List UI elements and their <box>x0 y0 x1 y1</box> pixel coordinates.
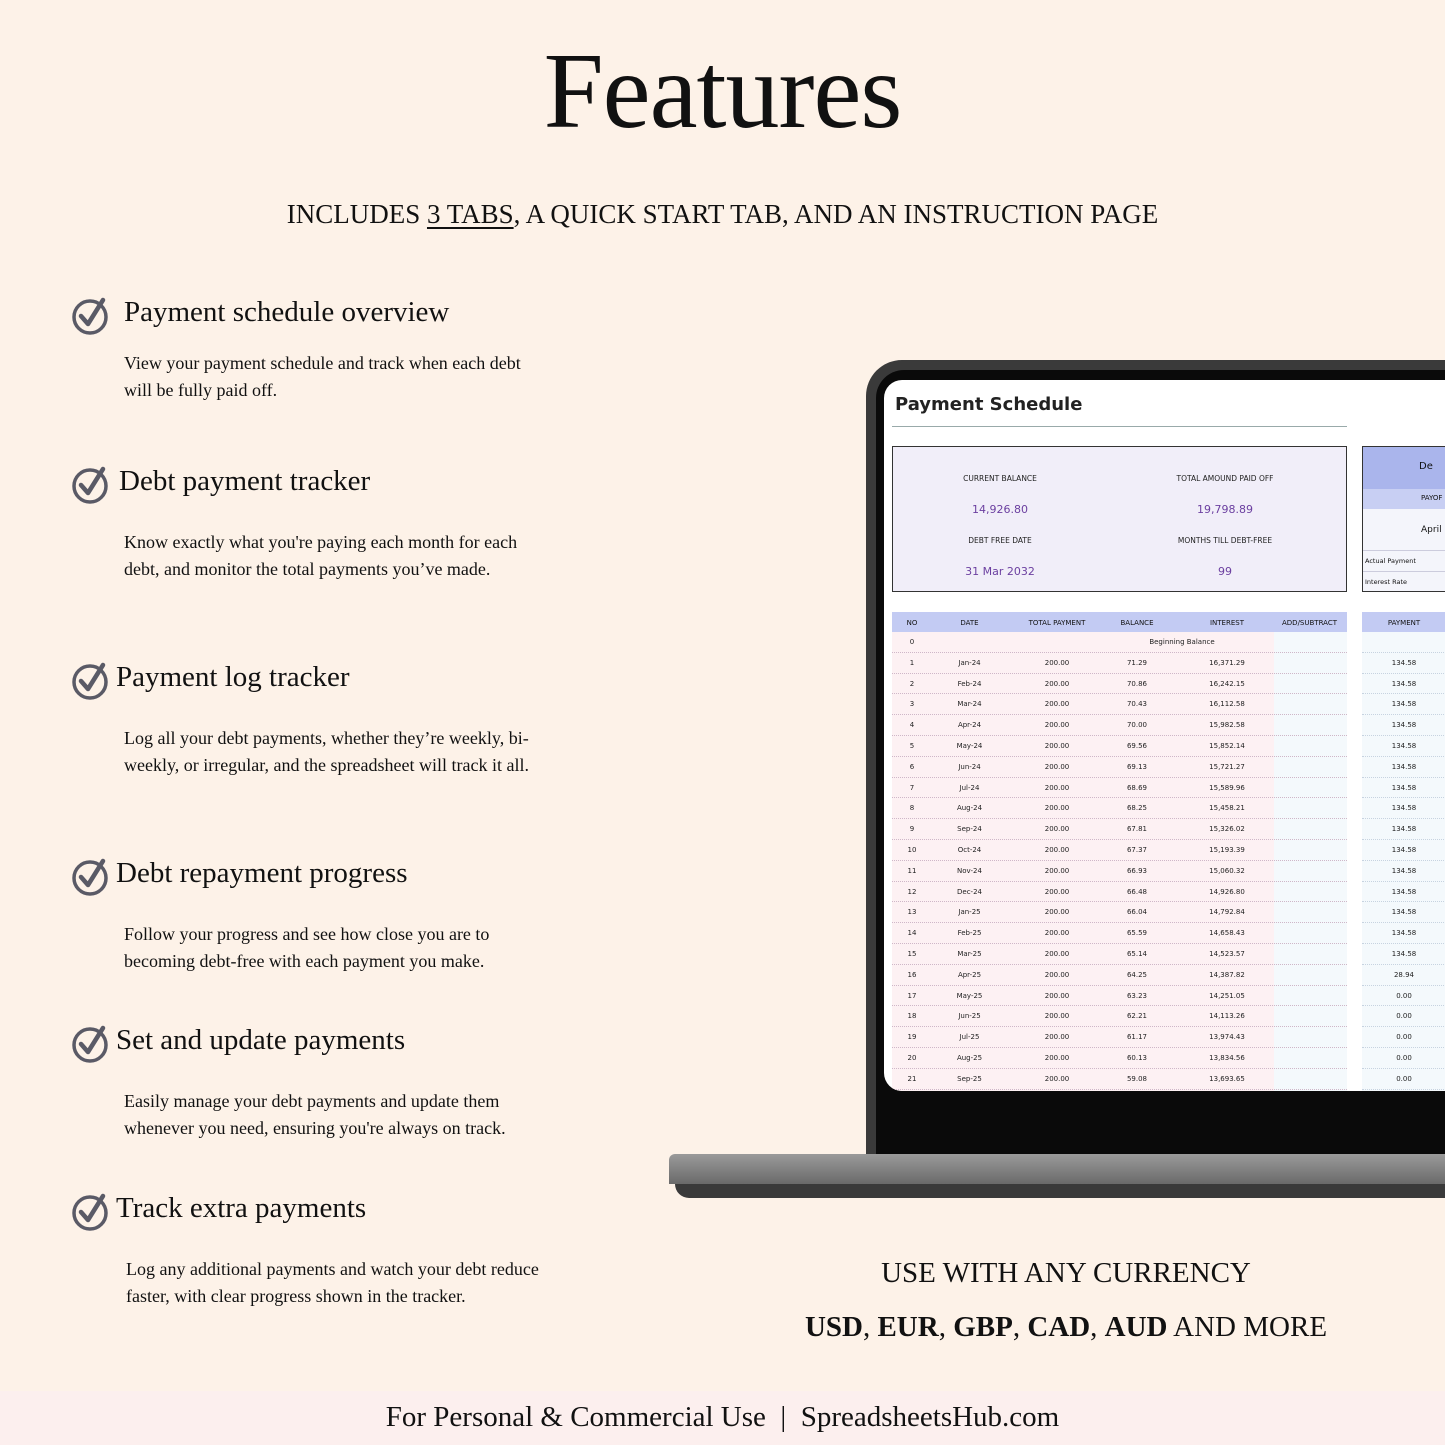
spreadsheet-title: Payment Schedule <box>895 394 1083 415</box>
row-balance: 64.25 <box>1126 970 1148 979</box>
row-total-payment: 200.00 <box>1044 721 1070 730</box>
row-number: 0 <box>909 638 915 646</box>
row-total-payment: 200.00 <box>1044 783 1070 792</box>
check-circle-icon <box>70 296 110 336</box>
row-interest: 15,982.58 <box>1209 721 1245 730</box>
row-payment: 134.58 <box>1391 804 1417 813</box>
row-date: Aug-25 <box>956 1054 983 1062</box>
row-date: Apr-25 <box>957 970 982 979</box>
row-payment: 134.58 <box>1391 762 1417 771</box>
row-payment: 134.58 <box>1391 887 1417 896</box>
feature-title: Debt payment tracker <box>119 465 371 497</box>
row-number: 16 <box>907 970 917 979</box>
row-balance: 69.56 <box>1126 742 1148 750</box>
row-date: Mar-24 <box>957 700 982 709</box>
table-header <box>892 612 1347 632</box>
row-number: 15 <box>907 950 917 958</box>
row-date: Jan-25 <box>958 908 981 917</box>
row-date: Jun-24 <box>958 762 981 771</box>
payment-column-header: PAYMENT <box>1387 619 1421 627</box>
table-row <box>892 1027 1347 1048</box>
row-balance: 71.29 <box>1126 658 1148 667</box>
row-total-payment: 200.00 <box>1044 825 1070 834</box>
subtitle <box>0 199 1445 230</box>
side-card-value: April <box>1421 525 1442 535</box>
beginning-balance-label: Beginning Balance <box>1149 638 1215 646</box>
row-interest: 16,242.15 <box>1209 679 1245 688</box>
row-number: 1 <box>909 658 915 667</box>
row-number: 19 <box>907 1033 917 1042</box>
feature-description: Log all your debt payments, whether they’re weekly, bi-weekly, or irregular, and the spreadsheet will track it all. <box>124 728 529 775</box>
row-balance: 61.17 <box>1126 1033 1148 1042</box>
currency-code: GBP <box>953 1311 1013 1343</box>
side-table-row <box>1362 986 1445 1007</box>
row-payment: 134.58 <box>1391 742 1417 750</box>
title-divider <box>892 426 1347 427</box>
side-table-row <box>1362 882 1445 903</box>
row-number: 18 <box>907 1012 917 1021</box>
row-interest: 13,974.43 <box>1209 1033 1245 1042</box>
currency-heading: USE WITH ANY CURRENCY <box>881 1257 1251 1289</box>
table-row <box>892 965 1347 986</box>
side-table-row <box>1362 736 1445 757</box>
page-title: Features <box>543 32 902 151</box>
table-row <box>892 778 1347 799</box>
table-row <box>892 902 1347 923</box>
check-circle-icon <box>70 661 110 701</box>
footer: For Personal & Commercial Use | SpreadsheetsHub.com <box>0 1391 1445 1445</box>
table-row <box>892 819 1347 840</box>
row-total-payment: 200.00 <box>1044 658 1070 667</box>
row-number: 10 <box>907 846 917 854</box>
row-total-payment: 200.00 <box>1044 742 1070 750</box>
row-number: 11 <box>907 866 917 875</box>
row-number: 6 <box>909 762 915 771</box>
row-date: Jan-24 <box>958 658 981 667</box>
side-table-row <box>1362 902 1445 923</box>
table-row <box>892 653 1347 674</box>
side-table-row <box>1362 653 1445 674</box>
row-total-payment: 200.00 <box>1044 762 1070 771</box>
row-total-payment: 200.00 <box>1044 1054 1070 1062</box>
row-date: Feb-24 <box>957 679 982 688</box>
row-interest: 14,926.80 <box>1209 887 1245 896</box>
row-total-payment: 200.00 <box>1044 1033 1070 1042</box>
side-table-row <box>1362 715 1445 736</box>
feature-title: Payment schedule overview <box>124 296 450 328</box>
row-payment: 134.58 <box>1391 866 1417 875</box>
currency-code: USD <box>804 1311 863 1343</box>
row-total-payment: 200.00 <box>1044 908 1070 917</box>
current-balance-value: 14,926.80 <box>972 503 1028 516</box>
table-row <box>892 923 1347 944</box>
side-table-row <box>1362 944 1445 965</box>
row-payment: 134.58 <box>1391 846 1417 854</box>
row-balance: 68.25 <box>1126 804 1148 813</box>
side-table-row <box>1362 923 1445 944</box>
row-payment: 134.58 <box>1391 929 1417 938</box>
table-row <box>892 882 1347 903</box>
table-row-beginning <box>892 632 1347 653</box>
side-table-row <box>1362 861 1445 882</box>
side-card-subheader <box>1363 489 1445 509</box>
row-date: Sep-24 <box>957 825 982 834</box>
side-table-row <box>1362 778 1445 799</box>
debt-free-date-value: 31 Mar 2032 <box>965 565 1035 578</box>
row-total-payment: 200.00 <box>1044 866 1070 875</box>
column-header: NO <box>906 619 918 627</box>
row-interest: 15,060.32 <box>1209 866 1245 875</box>
side-table-header <box>1362 612 1445 632</box>
laptop-base-shadow <box>675 1184 1445 1198</box>
row-number: 12 <box>907 887 917 896</box>
table-row <box>892 944 1347 965</box>
row-total-payment: 200.00 <box>1044 991 1070 1000</box>
row-number: 7 <box>909 783 915 792</box>
row-balance: 68.69 <box>1126 783 1148 792</box>
interest-rate-label: Interest Rate <box>1365 578 1408 586</box>
row-interest: 14,251.05 <box>1209 991 1245 1000</box>
row-date: Apr-24 <box>957 721 982 730</box>
row-total-payment: 200.00 <box>1044 929 1070 938</box>
row-balance: 65.14 <box>1126 950 1148 958</box>
table-row <box>892 1069 1347 1090</box>
row-payment: 134.58 <box>1391 950 1417 958</box>
row-payment: 134.58 <box>1391 700 1417 709</box>
table-row <box>892 694 1347 715</box>
currency-suffix: AND MORE <box>1167 1311 1328 1343</box>
row-balance: 70.43 <box>1126 700 1148 709</box>
row-total-payment: 200.00 <box>1044 1012 1070 1021</box>
row-payment: 134.58 <box>1391 679 1417 688</box>
feature-description: View your payment schedule and track when each debt will be fully paid off. <box>124 353 521 400</box>
feature-title: Track extra payments <box>116 1192 367 1224</box>
laptop-base <box>669 1154 1445 1184</box>
row-total-payment: 200.00 <box>1044 950 1070 958</box>
row-total-payment: 200.00 <box>1044 970 1070 979</box>
feature-description: Know exactly what you're paying each month for each debt, and monitor the total payments you’ve made. <box>124 532 518 579</box>
row-date: Jul-24 <box>959 783 980 792</box>
table-row <box>892 1048 1347 1069</box>
row-payment: 0.00 <box>1396 1074 1412 1083</box>
table-row <box>892 798 1347 819</box>
row-total-payment: 200.00 <box>1044 846 1070 854</box>
side-table-row <box>1362 1069 1445 1090</box>
row-payment: 0.00 <box>1396 1054 1412 1062</box>
row-date: Jun-25 <box>958 1012 981 1021</box>
row-date: Jul-25 <box>959 1033 980 1042</box>
row-balance: 66.04 <box>1126 908 1148 917</box>
total-paid-value: 19,798.89 <box>1197 503 1253 516</box>
months-label: MONTHS TILL DEBT-FREE <box>1177 536 1273 545</box>
row-interest: 13,834.56 <box>1209 1054 1245 1062</box>
feature-description: Log any additional payments and watch your debt reduce faster, with clear progress shown in the tracker. <box>126 1259 539 1306</box>
row-payment: 134.58 <box>1391 908 1417 917</box>
row-balance: 65.59 <box>1126 929 1148 938</box>
currency-code: AUD <box>1104 1311 1168 1343</box>
row-balance: 69.13 <box>1126 762 1148 771</box>
table-row <box>892 986 1347 1007</box>
row-date: Nov-24 <box>957 866 982 875</box>
row-payment: 134.58 <box>1391 783 1417 792</box>
table-row <box>892 861 1347 882</box>
row-interest: 14,523.57 <box>1209 950 1245 958</box>
side-table-row <box>1362 965 1445 986</box>
feature-title: Set and update payments <box>116 1024 406 1056</box>
row-interest: 14,792.84 <box>1209 908 1245 917</box>
column-header: INTEREST <box>1209 619 1244 627</box>
row-number: 14 <box>907 929 917 938</box>
column-header: ADD/SUBTRACT <box>1282 619 1337 627</box>
row-total-payment: 200.00 <box>1044 1074 1070 1083</box>
table-row <box>892 1006 1347 1027</box>
row-number: 8 <box>909 804 915 813</box>
side-table-row <box>1362 694 1445 715</box>
side-table-row <box>1362 757 1445 778</box>
row-interest: 14,387.82 <box>1209 970 1245 979</box>
side-table-row <box>1362 632 1445 653</box>
subtitle-suffix: , A QUICK START TAB, AND AN INSTRUCTION PAGE <box>513 199 1159 229</box>
row-number: 21 <box>907 1074 917 1083</box>
side-table-row <box>1362 840 1445 861</box>
row-balance: 59.08 <box>1126 1074 1148 1083</box>
feature-description: Easily manage your debt payments and update them whenever you need, ensuring you're always on track. <box>124 1091 506 1138</box>
row-payment: 0.00 <box>1396 991 1412 1000</box>
row-balance: 67.81 <box>1126 825 1148 834</box>
months-value: 99 <box>1218 565 1232 578</box>
row-date: Mar-25 <box>957 950 982 958</box>
table-row <box>892 757 1347 778</box>
row-payment: 134.58 <box>1391 721 1417 730</box>
table-row <box>892 715 1347 736</box>
feature-title: Debt repayment progress <box>116 857 408 889</box>
side-card-subheader-text: PAYOF <box>1421 494 1443 502</box>
row-payment: 134.58 <box>1391 825 1417 834</box>
row-payment: 0.00 <box>1396 1012 1412 1021</box>
check-circle-icon <box>70 1024 110 1064</box>
feature-title: Payment log tracker <box>116 661 350 693</box>
row-interest: 16,112.58 <box>1209 700 1245 709</box>
side-table-row <box>1362 1006 1445 1027</box>
column-header: DATE <box>960 619 979 627</box>
check-circle-icon <box>70 465 110 505</box>
side-table-row <box>1362 1027 1445 1048</box>
check-circle-icon <box>70 857 110 897</box>
row-date: Dec-24 <box>957 887 982 896</box>
row-date: Aug-24 <box>956 804 983 813</box>
side-card-header <box>1363 447 1445 489</box>
row-balance: 67.37 <box>1126 846 1148 854</box>
subtitle-prefix: INCLUDES <box>286 199 427 229</box>
row-interest: 15,458.21 <box>1209 804 1245 813</box>
row-balance: 70.86 <box>1126 679 1148 688</box>
row-total-payment: 200.00 <box>1044 804 1070 813</box>
row-number: 5 <box>909 742 915 750</box>
row-total-payment: 200.00 <box>1044 679 1070 688</box>
row-interest: 14,658.43 <box>1209 929 1245 938</box>
row-payment: 0.00 <box>1396 1033 1412 1042</box>
side-summary-card <box>1362 446 1445 592</box>
row-interest: 15,326.02 <box>1209 825 1245 834</box>
row-balance: 66.93 <box>1126 866 1148 875</box>
row-number: 17 <box>907 991 917 1000</box>
summary-panel <box>892 446 1347 592</box>
side-table-row <box>1362 819 1445 840</box>
currency-code: CAD <box>1027 1311 1091 1343</box>
row-interest: 16,371.29 <box>1209 658 1245 667</box>
actual-payment-label: Actual Payment <box>1365 557 1416 565</box>
row-interest: 13,693.65 <box>1209 1074 1245 1083</box>
side-card-divider <box>1363 571 1445 572</box>
row-balance: 60.13 <box>1126 1054 1148 1062</box>
row-interest: 15,721.27 <box>1209 762 1245 771</box>
row-balance: 62.21 <box>1126 1012 1148 1021</box>
table-row <box>892 674 1347 695</box>
row-number: 4 <box>909 721 915 730</box>
row-date: May-24 <box>956 742 983 750</box>
row-date: Oct-24 <box>957 846 982 854</box>
feature-description: Follow your progress and see how close you are to becoming debt-free with each payment you make. <box>124 924 490 971</box>
side-table-row <box>1362 1048 1445 1069</box>
row-interest: 14,113.26 <box>1209 1012 1245 1021</box>
table-row <box>892 840 1347 861</box>
row-interest: 15,589.96 <box>1209 783 1245 792</box>
row-number: 20 <box>907 1054 917 1062</box>
row-interest: 15,193.39 <box>1209 846 1245 854</box>
side-table-row <box>1362 674 1445 695</box>
row-date: Sep-25 <box>957 1074 982 1083</box>
row-payment: 28.94 <box>1393 970 1415 979</box>
row-balance: 66.48 <box>1126 887 1148 896</box>
table-row <box>892 736 1347 757</box>
side-card-header-text: De <box>1419 461 1433 472</box>
laptop-screen <box>884 380 1445 1091</box>
row-number: 3 <box>909 700 915 709</box>
row-total-payment: 200.00 <box>1044 700 1070 709</box>
row-total-payment: 200.00 <box>1044 887 1070 896</box>
row-balance: 70.00 <box>1126 721 1148 730</box>
side-table-row <box>1362 798 1445 819</box>
row-balance: 63.23 <box>1126 991 1148 1000</box>
subtitle-underlined: 3 TABS <box>426 199 514 229</box>
side-card-divider <box>1363 550 1445 551</box>
total-paid-label: TOTAL AMOUND PAID OFF <box>1176 474 1274 483</box>
currency-code: EUR <box>877 1311 939 1343</box>
row-number: 9 <box>909 825 915 834</box>
row-interest: 15,852.14 <box>1209 742 1245 750</box>
row-date: Feb-25 <box>957 929 982 938</box>
column-header: BALANCE <box>1120 619 1154 627</box>
column-header: TOTAL PAYMENT <box>1028 619 1086 627</box>
current-balance-label: CURRENT BALANCE <box>963 474 1037 483</box>
row-date: May-25 <box>956 991 983 1000</box>
check-circle-icon <box>70 1192 110 1232</box>
currency-list: USD, EUR, GBP, CAD, AUD AND MORE <box>804 1311 1328 1343</box>
row-number: 13 <box>907 908 917 917</box>
debt-free-date-label: DEBT FREE DATE <box>968 536 1032 545</box>
row-number: 2 <box>909 679 915 688</box>
row-payment: 134.58 <box>1391 658 1417 667</box>
